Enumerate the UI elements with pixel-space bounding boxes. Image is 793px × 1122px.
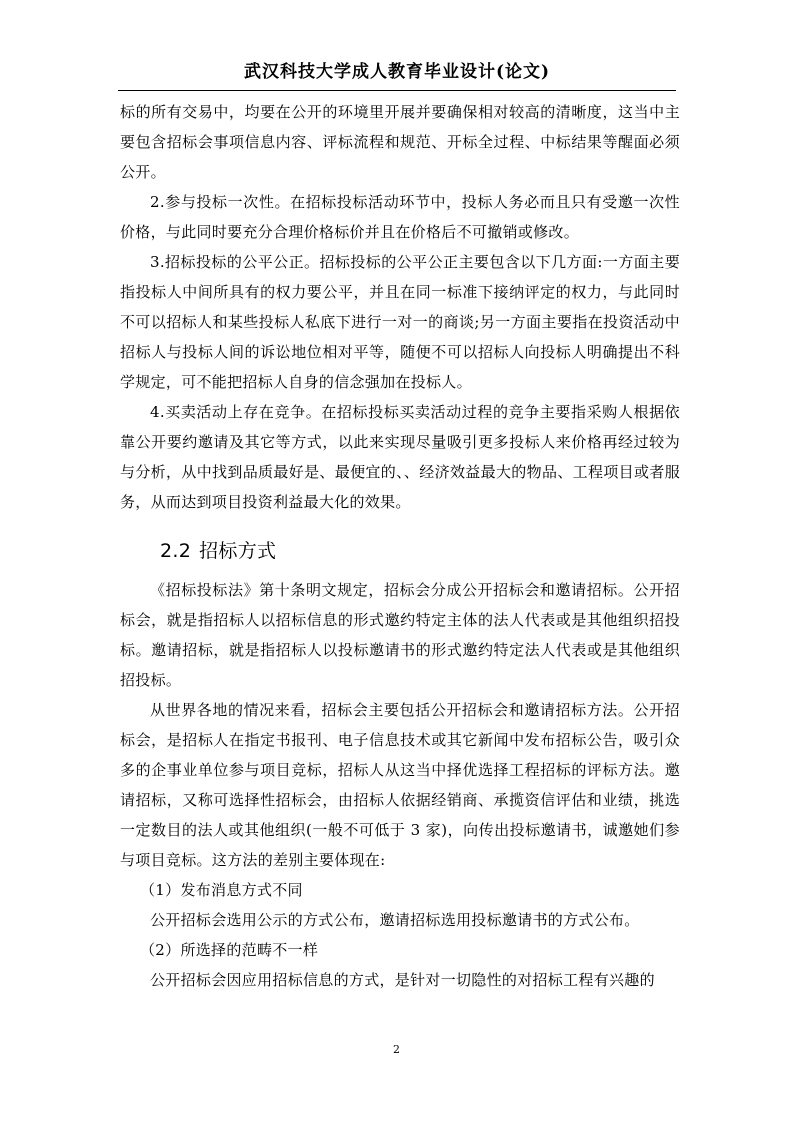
section-heading — [120, 535, 680, 567]
header-divider — [118, 90, 676, 91]
paragraph-continuation: 标的所有交易中，均要在公开的环境里开展并要确保相对较高的清晰度，这当中主要包含招标会事项信息内容、评标流程和规范、开标全过程、中标结果等醒面必须公开。 — [120, 103, 680, 181]
page-number: 2 — [393, 1043, 400, 1056]
list-item-title-1: （1）发布消息方式不同 — [140, 881, 303, 899]
list-item-title-2: （2）所选择的范畴不一样 — [140, 941, 319, 959]
paragraph-methods-overview: 从世界各地的情况来看，招标会主要包括公开招标会和邀请招标方法。公开招标会，是招标人在指定书报刊、电子信息技术或其它新闻中发布招标公告，吸引众多的企事业单位参与项目竞标，招标人从这当中择优选择工程招标的评标方法。邀请招标，又称可选择性招标会，由招标人依据经销商、承揽资信评估和业绩，挑选一定数目的法人或其他组织(一般不可低于 3 家)，向传出投标邀请书，诚邀她们参与项目竞标。这方法的差别主要体现在: — [120, 701, 680, 869]
paragraph-law-definition: 《招标投标法》第十条明文规定，招标会分成公开招标会和邀请招标。公开招标会，就是指招标人以招标信息的形式邀约特定主体的法人代表或是其他组织招投标。邀请招标，就是指招标人以投标邀请书的形式邀约特定法人代表或是其他组织招投标。 — [120, 581, 680, 689]
list-item-text-1: 公开招标会选用公示的方式公布，邀请招标选用投标邀请书的方式公布。 — [150, 911, 640, 929]
list-item-text-2: 公开招标会因应用招标信息的方式，是针对一切隐性的对招标工程有兴趣的 — [150, 971, 655, 989]
paragraph-point-3: 3.招标投标的公平公正。招标投标的公平公正主要包含以下几方面:一方面主要指投标人中间所具有的权力要公平，并且在同一标准下接纳评定的权力，与此同时不可以招标人和某些投标人私底下进行一对一的商谈;另一方面主要指在投资活动中招标人与投标人间的诉讼地位相对平等，随便不可以招标人向投标人明确提出不科学规定，可不能把招标人自身的信念强加在投标人。 — [120, 253, 680, 391]
paragraph-point-4: 4.买卖活动上存在竞争。在招标投标买卖活动过程的竞争主要指采购人根据依靠公开要约邀请及其它等方式，以此来实现尽量吸引更多投标人来价格再经过较为与分析，从中找到品质最好是、最便宜的、、经济效益最大的物品、工程项目或者服务，从而达到项目投资利益最大化的效果。 — [120, 403, 680, 511]
section-title: 招标方式 — [199, 540, 277, 562]
page-body — [120, 97, 680, 995]
paragraph-point-2: 2.参与投标一次性。在招标投标活动环节中，投标人务必而且只有受邀一次性价格，与此同时要充分合理价格标价并且在价格后不可撤销或修改。 — [120, 193, 680, 241]
section-number: 2.2 — [160, 540, 192, 562]
page-header-title: 武汉科技大学成人教育毕业设计(论文) — [243, 62, 551, 82]
